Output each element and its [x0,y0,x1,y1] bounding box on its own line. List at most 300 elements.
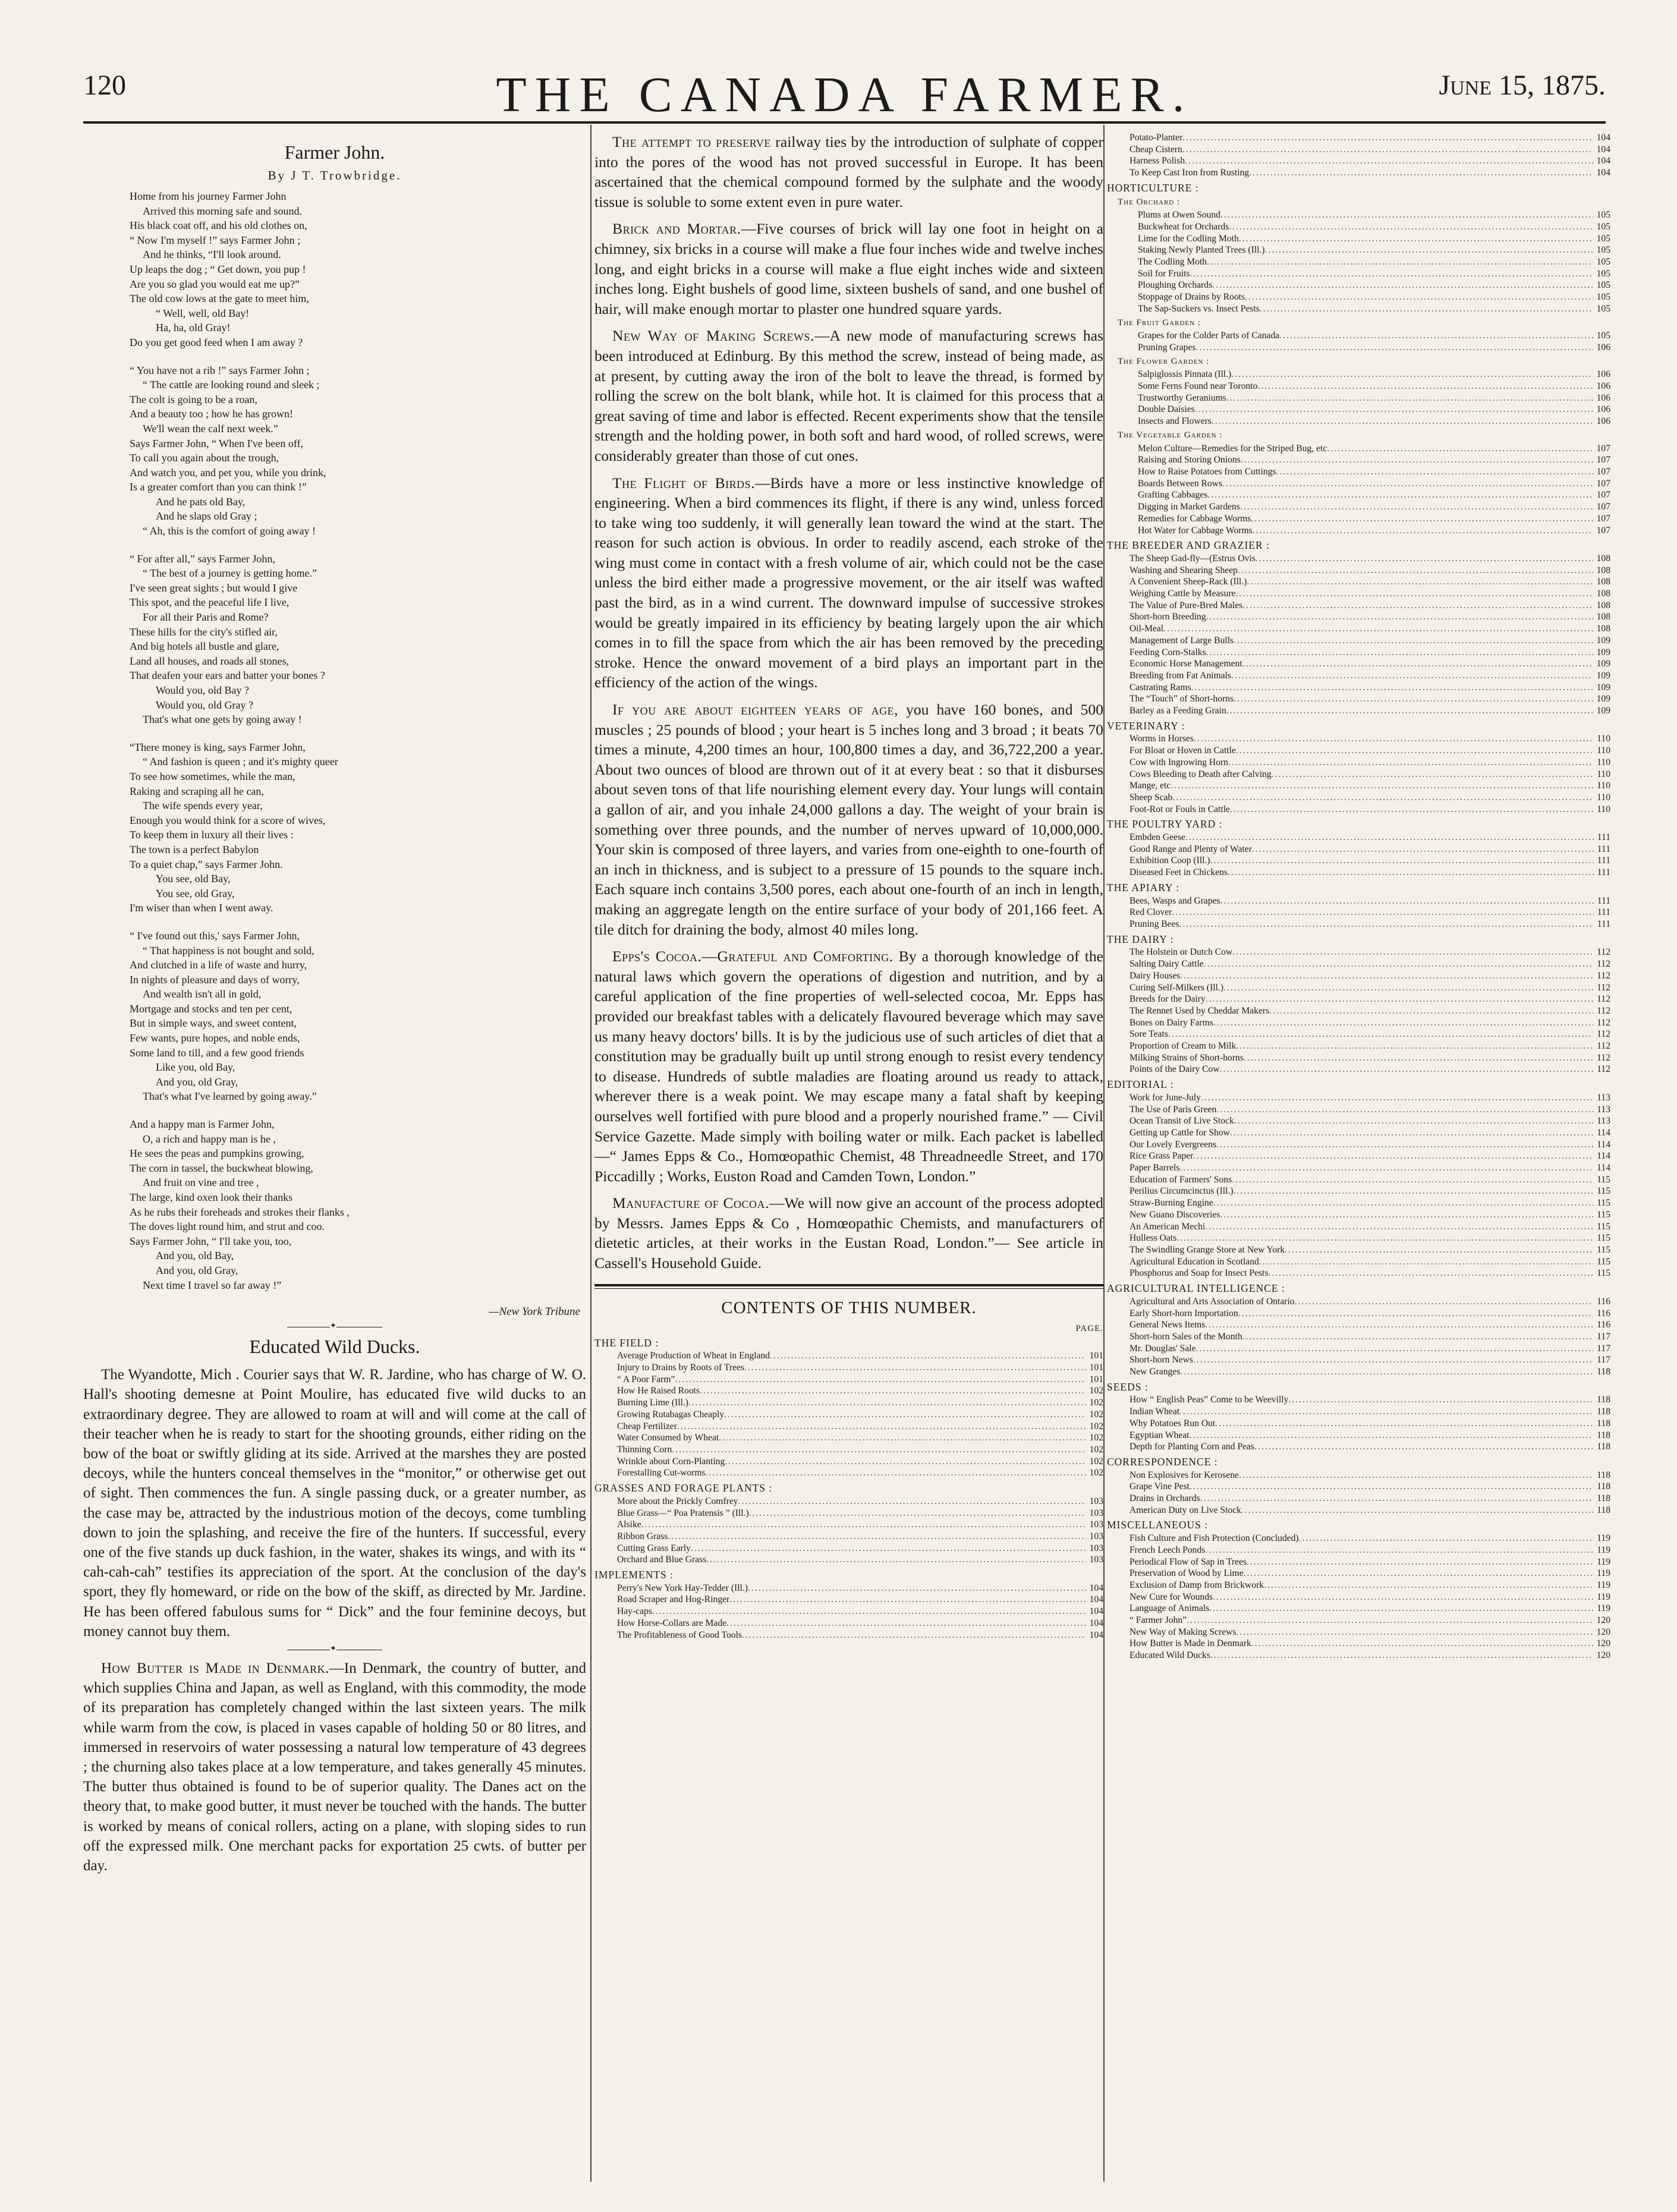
leader-dots [1276,466,1593,478]
entry-page: 105 [1596,221,1610,232]
entry-page: 108 [1596,577,1610,587]
entry-title: Cows Bleeding to Death after Calving [1129,769,1272,779]
entry-title: Ocean Transit of Live Stock [1129,1116,1234,1127]
contents-subsection-heading: The Orchard : [1118,197,1181,207]
leader-dots [1247,1556,1593,1568]
leader-dots [1241,1505,1593,1516]
entry-page: 106 [1596,392,1610,403]
poem-line: And you, old Gray, [156,1075,238,1088]
entry-title: Digging in Market Gardens [1138,502,1240,512]
entry-page: 107 [1596,466,1610,477]
entry-page: 102 [1089,1421,1103,1431]
contents-entry [594,1432,1103,1444]
contents-entry [1107,167,1610,179]
entry-title: The “Touch” of Short-horns [1129,694,1234,704]
contents-entry [1107,1354,1610,1366]
poem-line: Some land to till, and a few good friends [130,1046,304,1059]
entry-page: 109 [1596,659,1610,669]
entry-page: 104 [1089,1582,1103,1593]
entry-page: 118 [1597,1418,1610,1428]
leader-dots [1213,1017,1593,1029]
contents-entry [1107,647,1610,659]
entry-title: Mr. Douglas' Sale [1129,1343,1196,1354]
leader-dots [1288,1394,1593,1406]
entry-title: Stoppage of Drains by Roots [1138,292,1245,303]
leader-dots [1171,780,1593,792]
article-text: —A new mode of manufacturing screws has been introduced at Edinburg. By this method the screw, instead of being made, as at present, by cutting away the iron of the bolt to leave the thread, is formed by rolling the screw on the bolt blank, while hot. It is claimed for this process that a great saving of time and labor is effected. Recent experiments show that the tensile strength and the holding power, in both soft and hard wood, of rolled screws, were considerably greater than those of cut ones. [594,327,1103,464]
contents-entry [1107,1366,1610,1378]
contents-entry [1107,1244,1610,1256]
leader-dots [700,1385,1086,1397]
leader-dots [1299,1533,1594,1544]
contents-entry [1107,256,1610,268]
entry-page: 105 [1596,245,1610,256]
contents-entry [1107,233,1610,245]
entry-page: 111 [1597,832,1610,843]
contents-entry [1107,1650,1610,1662]
entry-title: The Holstein or Dutch Cow [1129,947,1233,958]
entry-title: Proportion of Cream to Milk [1129,1041,1236,1052]
leader-dots [1265,244,1593,256]
poem-line: For all their Paris and Rome? [143,611,269,624]
poem-credit: —New York Tribune [489,1305,580,1319]
entry-title: The Use of Paris Green [1129,1104,1217,1115]
contents-entry [1107,1319,1610,1331]
entry-title: For Bloat or Hoven in Cattle [1129,745,1236,756]
leader-dots [1207,256,1593,268]
contents-entry [594,1606,1103,1618]
contents-entry [1107,209,1610,221]
contents-entry [1107,946,1610,958]
entry-title: Red Clover [1129,907,1172,918]
column-divider [1103,125,1105,2182]
leader-dots [1206,611,1593,623]
poem-line: Next time I travel so far away !” [143,1279,282,1291]
contents-entry [1107,1185,1610,1197]
poem-line: And watch you, and pet you, while you drink, [130,466,326,479]
poem-line: And you, old Bay, [156,1250,234,1262]
poem-line: In nights of pleasure and days of worry, [130,973,300,986]
leader-dots [1190,1430,1594,1442]
article-paragraph [594,219,1103,319]
contents-entry [1107,1418,1610,1430]
entry-title: Oil-Meal [1129,624,1164,634]
entry-title: Hot Water for Cabbage Worms [1138,525,1253,536]
contents-entry [1107,1267,1610,1279]
poem-line: “ Ah, this is the comfort of going away ! [143,525,316,537]
entry-title: Forestalling Cut-worms [617,1468,706,1478]
contents-entry [1107,588,1610,600]
entry-page: 104 [1089,1606,1103,1617]
entry-page: 118 [1597,1367,1610,1377]
poem-line: The corn in tassel, the buckwheat blowing, [130,1162,313,1174]
poem-line: This spot, and the peaceful life I live, [130,596,290,609]
contents-entry [1107,1040,1610,1052]
entry-title: How Butter is Made in Denmark [1129,1638,1251,1649]
column-middle [594,132,1103,2177]
entry-title: New Granges [1129,1367,1181,1377]
entry-title: Agricultural Education in Scotland [1129,1256,1259,1267]
leader-dots [1279,330,1593,342]
leader-dots [1327,443,1593,455]
entry-title: Remedies for Cabbage Worms [1138,513,1251,524]
poem-byline: By J T. Trowbridge. [268,168,402,183]
leader-dots [1239,233,1593,245]
contents-section-heading: GRASSES AND FORAGE PLANTS : [594,1482,773,1494]
leader-dots [1190,1481,1593,1493]
contents-entry [1107,1493,1610,1505]
poem-line: And a happy man is Farmer John, [130,1118,275,1131]
contents-entry [1107,1481,1610,1493]
contents-entry [1107,895,1610,907]
leader-dots [1254,1441,1593,1453]
poem-stanza [130,189,586,350]
contents-section-heading: SEEDS : [1107,1380,1149,1393]
leader-dots [1172,792,1593,804]
entry-page: 105 [1596,233,1610,244]
contents-entry [1107,1052,1610,1064]
poem-line: Home from his journey Farmer John [130,190,287,202]
poem-body [130,189,586,1292]
entry-page: 119 [1597,1591,1610,1602]
contents-entry [1107,1256,1610,1268]
contents-entry [1107,670,1610,682]
entry-title: Worms in Horses [1129,734,1194,744]
leader-dots [1295,1296,1594,1308]
entry-page: 117 [1597,1355,1610,1365]
leader-dots [1185,832,1594,844]
leader-dots [1223,982,1593,994]
poem-line: “ The cattle are looking round and sleek ; [143,379,320,391]
leader-dots [1179,1162,1593,1174]
entry-title: Feeding Corn-Stalks [1129,647,1206,657]
entry-title: Some Ferns Found near Toronto [1138,381,1258,392]
entry-page: 102 [1089,1398,1103,1408]
entry-title: Curing Self-Milkers (Ill.) [1129,982,1224,993]
entry-page: 104 [1089,1629,1103,1640]
entry-title: Staking Newly Planted Trees (Ill.) [1138,245,1265,256]
entry-title: The Profitableness of Good Tools [617,1629,742,1640]
leader-dots [1187,1615,1593,1626]
contents-entry [594,1397,1103,1409]
entry-title: Breeds for the Dairy [1129,994,1206,1005]
leader-dots [1212,416,1593,427]
entry-page: 106 [1596,381,1610,392]
leader-dots [1245,291,1593,303]
leader-dots [1220,209,1593,221]
contents-entry [1107,342,1610,354]
entry-page: 117 [1597,1331,1610,1342]
contents-entry [1107,443,1610,455]
leader-dots [738,1496,1086,1508]
contents-entry [1107,416,1610,427]
poem-line: And wealth isn't all in gold, [143,988,262,1000]
entry-title: Wrinkle about Corn-Planting [617,1456,725,1467]
entry-title: Boards Between Rows [1138,478,1223,489]
entry-page: 116 [1597,1308,1610,1319]
column-divider [590,125,591,2182]
entry-title: More about the Prickly Comfrey [617,1496,738,1506]
contents-entry [1107,144,1610,156]
poem-line: Would you, old Bay ? [156,684,250,696]
leader-dots [1196,1343,1594,1355]
entry-title: Castrating Rams [1129,682,1191,693]
contents-entry [1107,330,1610,342]
leader-dots [1247,576,1593,588]
contents-entry [594,1421,1103,1433]
entry-page: 102 [1089,1433,1103,1443]
leader-dots [1182,132,1593,144]
poem-line: That's what one gets by going away ! [143,713,302,726]
entry-title: Points of the Dairy Cow [1129,1064,1220,1075]
contents-entry [1107,611,1610,623]
contents-entry [1107,1232,1610,1244]
entry-title: Getting up Cattle for Show [1129,1127,1230,1138]
contents-entry [1107,804,1610,816]
poem-line: Arrived this morning safe and sound. [143,204,302,217]
leader-dots [1215,1418,1593,1430]
entry-title: Grafting Cabbages [1138,490,1208,501]
entry-title: Phosphorus and Soap for Insect Pests [1129,1268,1269,1279]
leader-dots [1168,1028,1593,1040]
contents-entry [1107,993,1610,1005]
entry-page: 106 [1596,369,1610,380]
entry-page: 115 [1597,1209,1610,1220]
contents-section-heading: THE DAIRY : [1107,933,1174,945]
poem-line: Few wants, pure hopes, and noble ends, [130,1032,300,1044]
contents-entry [1107,1139,1610,1151]
entry-page: 107 [1596,513,1610,524]
entry-title: Short-horn Breeding [1129,612,1206,622]
entry-page: 109 [1596,694,1610,704]
leader-dots [706,1467,1086,1479]
contents-subsection-heading: The Vegetable Garden : [1118,430,1223,440]
contents-entry [594,1519,1103,1531]
contents-entry [1107,404,1610,416]
entry-page: 116 [1597,1296,1610,1307]
leader-dots [1235,588,1593,600]
article-text: —We will now give an account of the process adopted by Messrs. James Epps & Co , Homœopathic Chemists, and manufacturers of dietetic articles, at their works in the Eustan Road, London.”— See article in Cassell's Household Guide. [594,1194,1103,1272]
contents-entry [594,1374,1103,1386]
entry-page: 112 [1597,959,1610,970]
entry-page: 102 [1089,1409,1103,1420]
entry-page: 107 [1596,490,1610,501]
leader-dots [1205,1544,1593,1556]
contents-entry [1107,1568,1610,1579]
contents-entry [594,1629,1103,1641]
entry-title: Exclusion of Damp from Brickwork [1129,1579,1264,1590]
entry-title: Straw-Burning Engine [1129,1198,1213,1209]
entry-page: 113 [1597,1104,1610,1115]
entry-page: 115 [1597,1256,1610,1267]
leader-dots [1226,392,1593,404]
poem-line: Says Farmer John, “ When I've been off, [130,437,303,449]
poem-line: To keep them in luxury all their lives : [130,829,294,841]
entry-page: 111 [1597,867,1610,878]
contents-entry [1107,792,1610,804]
leader-dots [770,1350,1086,1362]
contents-entry [594,1444,1103,1456]
leader-dots [1239,1470,1593,1481]
contents-entry [1107,1615,1610,1626]
leader-dots [1244,1052,1593,1064]
contents-entry [1107,1150,1610,1162]
leader-dots [749,1508,1086,1519]
entry-page: 107 [1596,443,1610,454]
entry-page: 120 [1596,1615,1610,1626]
article-text: railway ties by the introduction of sulphate of copper into the pores of the wood has not proved successful in Europe. It has been ascertained that the chemical compound formed by the sulphate and the woody tissue is soluble to some extent even in pure water. [594,133,1103,210]
entry-title: The Sheep Gad-fly—(Estrus Ovis [1129,553,1256,564]
entry-page: 104 [1089,1618,1103,1628]
contents-entry [1107,1533,1610,1544]
entry-page: 102 [1089,1386,1103,1396]
leader-dots [1195,404,1593,416]
contents-section-heading: AGRICULTURAL INTELLIGENCE : [1107,1282,1285,1295]
entry-page: 115 [1597,1233,1610,1244]
entry-page: 119 [1597,1556,1610,1567]
entry-page: 105 [1596,210,1610,221]
leader-dots [1229,221,1593,233]
leader-dots [668,1531,1086,1543]
leader-dots [1234,1185,1594,1197]
leader-dots [1251,1638,1593,1650]
contents-entry [1107,1162,1610,1174]
contents-list-middle [594,1338,1103,1641]
contents-entry [1107,1394,1610,1406]
contents-entry [1107,1174,1610,1186]
poem-line: O, a rich and happy man is he , [143,1132,276,1145]
contents-entry [1107,1441,1610,1453]
contents-entry [1107,1209,1610,1221]
entry-title: Blue Grass—“ Poa Pratensis ” (Ill.) [617,1508,749,1518]
article-butter [83,1659,586,1876]
leader-dots [1238,565,1593,577]
poem-line: And he thinks, “I'll look around. [143,248,281,261]
contents-entry [1107,303,1610,315]
contents-entry [1107,1221,1610,1233]
poem-line: As he rubs their foreheads and strokes their flanks , [130,1206,350,1218]
entry-title: Good Range and Plenty of Water [1129,844,1252,854]
contents-subsection-heading: The Fruit Garden : [1118,317,1201,328]
entry-title: Economic Horse Management [1129,659,1242,669]
entry-page: 114 [1597,1151,1610,1162]
poem-line: “ That happiness is not bought and sold, [143,944,314,956]
leader-dots [1172,907,1593,918]
leader-dots [725,1456,1086,1468]
entry-page: 104 [1596,168,1610,178]
leader-dots [1220,1063,1594,1075]
entry-title: Washing and Shearing Sheep [1129,565,1238,575]
contents-entry [594,1554,1103,1566]
leader-dots [1204,958,1593,970]
contents-entry [1107,1127,1610,1139]
entry-title: Grapes for the Colder Parts of Canada [1138,331,1280,341]
poem-line: And clutched in a life of waste and hurry, [130,959,307,971]
entry-page: 114 [1597,1139,1610,1150]
entry-title: Insects and Flowers [1138,416,1212,427]
contents-entry [1107,279,1610,291]
entry-page: 109 [1596,706,1610,716]
article-lead: How Butter is Made in Denmark. [101,1660,329,1676]
contents-entry [1107,565,1610,577]
page-column-label: PAGE. [1075,1323,1103,1333]
poem-line: “ You have not a rib !” says Farmer John ; [130,364,310,376]
entry-page: 107 [1596,525,1610,536]
leader-dots [1253,525,1593,537]
leader-dots [672,1444,1086,1456]
leader-dots [1232,946,1593,958]
contents-entry [594,1409,1103,1421]
entry-title: Our Lovely Evergreens [1129,1139,1217,1150]
column-left [83,132,586,2177]
leader-dots [1180,970,1593,982]
entry-title: Salpiglossis Pinnata (Ill.) [1138,369,1232,380]
entry-page: 107 [1596,455,1610,465]
entry-title: New Guano Discoveries [1129,1209,1220,1220]
leader-dots [641,1519,1086,1531]
entry-title: Perry's New York Hay-Tedder (Ill.) [617,1582,748,1593]
contents-entry [1107,489,1610,501]
leader-dots [729,1594,1086,1606]
entry-title: Why Potatoes Run Out [1129,1418,1216,1428]
poem-line: Ha, ha, old Gray! [156,322,231,334]
leader-dots [1244,1568,1594,1579]
contents-entry [1107,576,1610,588]
entry-page: 118 [1597,1407,1610,1417]
entry-title: Drains in Orchards [1129,1493,1200,1504]
entry-page: 110 [1597,769,1610,779]
entry-page: 117 [1597,1343,1610,1354]
contents-section-heading: THE APIARY : [1107,881,1180,893]
poem-line: That deafen your ears and batter your bones ? [130,669,325,682]
poem-line: I've seen great sights ; but would I give [130,581,298,594]
entry-page: 105 [1596,280,1610,291]
entry-title: Cheap Fertilizer [617,1421,677,1431]
article-text: —Birds have a more or less instinctive knowledge of engineering. When a bird commences its flight, if there is any wind, unless forced to take wing too suddenly, it will generally lean toward the wind at the start. The reason for such action is obvious. In order to readily ascend, each stroke of the wing must come in contact with a fresh volume of air, which could not be the case unless the bird either made a progressive movement, or the air itself was wafted past the bird, as in a wind current. The downward impulse of successive strokes would be greatly impaired in its efficiency by beating largely upon the air which comes in to fill the space from which the air has been removed by the preceding stroke. Hence the onward movement of a bird plays an important part in the efficiency of the action of the wings. [594,474,1103,691]
leader-dots [1226,705,1593,717]
leader-dots [726,1618,1086,1629]
leader-dots [1234,1115,1593,1127]
leader-dots [1242,1331,1593,1343]
contents-entry [1107,1591,1610,1603]
leader-dots [1185,155,1593,167]
contents-section-heading: CORRESPONDENCE : [1107,1455,1218,1468]
entry-page: 104 [1596,144,1610,155]
entry-title: Harness Polish [1129,156,1185,166]
entry-title: American Duty on Live Stock [1129,1505,1241,1515]
entry-page: 116 [1597,1320,1610,1330]
entry-title: To Keep Cast Iron from Rusting [1129,168,1250,178]
contents-entry [1107,855,1610,867]
leader-dots [1193,1150,1593,1162]
poem-line: His black coat off, and his old clothes on, [130,219,307,232]
leader-dots [1259,1256,1593,1268]
leader-dots [1201,1092,1593,1104]
poem-stanza [130,929,586,1104]
leader-dots [1251,513,1593,525]
leader-dots [1176,1232,1593,1244]
entry-title: Buckwheat for Orchards [1138,221,1229,232]
entry-title: Pruning Grapes [1138,342,1196,353]
entry-page: 111 [1597,895,1610,906]
article-body-ducks: The Wyandotte, Mich . Courier says that W. R. Jardine, who has charge of W. O. Hall's shooting demesne at Point Moulire, has educated five wild ducks to an extraordinary degree. They are allowed to roam at will and will come at the call of their teacher when he is ready to start for the shooting grounds, either riding on the bow of the boat or swiftly gliding at its side. Arrived at the marshes they are posted decoys, while the hunters conceal themselves in the “monitor,” or otherwise get out of sight. Then commences the fun. A single passing duck, or a greater number, as the case may be, attracted by the industrious motion of the decoys, come tumbling down to join the splashing, and receive the fire of the hunters. If successful, every one of the five stands up duck fashion, in the water, shakes its wings, and with its “ cah-cah-cah” testifies its appreciation of the sport. At the conclusion of the day's sport, they fly homeward, or ride on the bow of the skiff, as directed by Mr. Jardine. He has been offered fabulous sums for “ Dick” and the four feminine decoys, but money cannot buy them. [83,1367,586,1640]
leader-dots [1220,1209,1593,1221]
entry-title: “ Farmer John” [1129,1615,1187,1626]
leader-dots [1213,1591,1593,1603]
entry-title: Plums at Owen Sound [1138,210,1221,221]
article-paragraph [594,132,1103,212]
entry-page: 104 [1596,133,1610,143]
